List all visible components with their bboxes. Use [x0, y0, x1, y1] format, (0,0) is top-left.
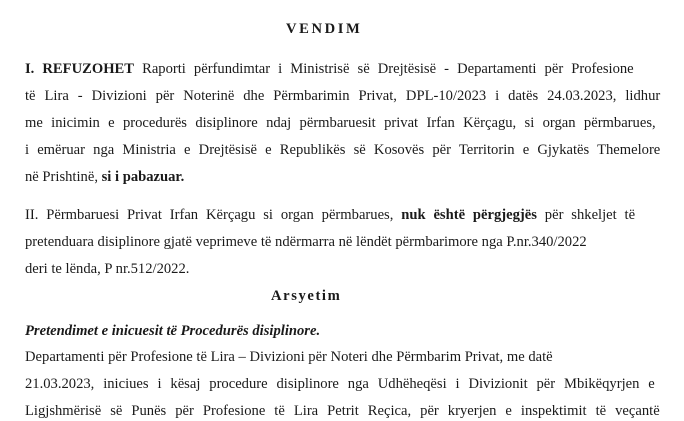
reasoning-subheading: Pretendimet e inicuesit të Procedurës disiplinore.: [25, 323, 321, 339]
section-1-line-3: me inicimin e procedurës disiplinore ndaj përmbaruesit privat Irfan Kërçagu, si organ përmbarues,: [25, 115, 656, 131]
reasoning-line-3: Ligjshmërisë së Punës për Profesione të Lira Petrit Reçica, për kryerjen e inspektimit të veçantë: [25, 403, 660, 419]
section-1-verdict: si i pabazuar.: [101, 169, 185, 185]
section-2-line-1-end: për shkeljet të: [536, 207, 636, 223]
reasoning-title: Arsyetim: [271, 288, 342, 304]
section-1-line-1-text: Raporti përfundimtar i Ministrisë së Drejtësisë - Departamenti për Profesione: [134, 61, 634, 77]
reasoning-line-1: Departamenti për Profesione të Lira – Divizioni për Noteri dhe Përmbarim Privat, me datë: [25, 349, 553, 365]
section-1-line-5: [25, 168, 184, 186]
decision-title: VENDIM: [286, 21, 363, 37]
section-1-label: I. REFUZOHET: [25, 61, 135, 77]
section-1-line-1: [25, 60, 634, 78]
section-2-verdict: nuk është përgjegjës: [401, 207, 537, 223]
section-2-line-1-start: II. Përmbaruesi Privat Irfan Kërçagu si organ përmbarues,: [25, 207, 402, 223]
section-2-line-1: [25, 206, 635, 224]
section-1-line-2: të Lira - Divizioni për Noterinë dhe Përmbarimin Privat, DPL-10/2023 i datës 24.03.2023, lidhur: [25, 88, 661, 104]
reasoning-line-2: 21.03.2023, iniciues i kësaj procedure disiplinore nga Udhëheqësi i Divizionit për Mbikëqyrjen e: [25, 376, 655, 392]
section-1-line-5-text: në Prishtinë,: [25, 169, 102, 185]
section-2-line-3: deri te lënda, P nr.512/2022.: [25, 261, 190, 277]
section-1-line-4: i emëruar nga Ministria e Drejtësisë e Republikës së Kosovës për Territorin e Gjykatës Themelore: [25, 142, 661, 158]
section-2-line-2: pretenduara disiplinore gjatë veprimeve të ndërmarra në lëndët përmbarimore nga P.nr.340/2022: [25, 234, 587, 250]
